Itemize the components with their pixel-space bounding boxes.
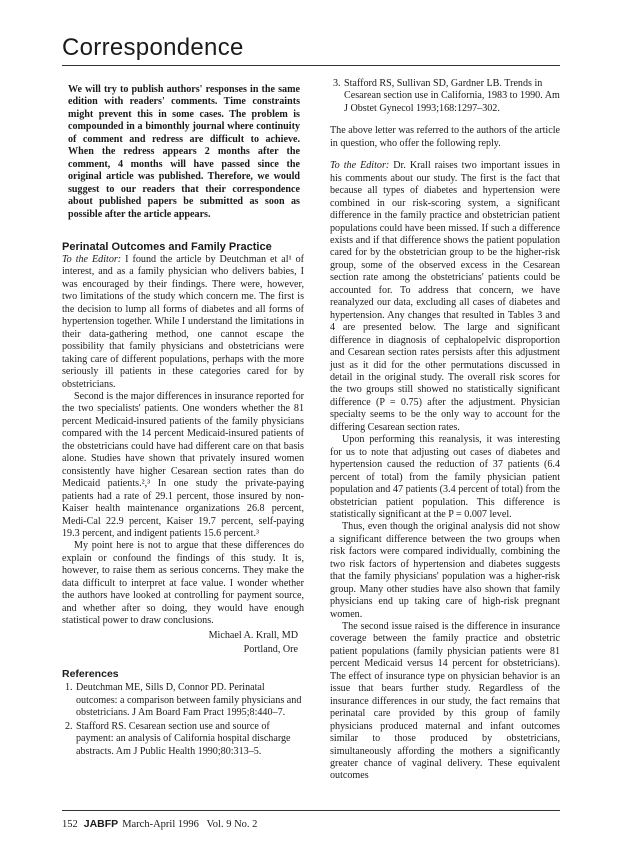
reference-item: 1. Deutchman ME, Sills D, Connor PD. Perinatal outcomes: a comparison between family physicians and obstetricians. J Am Board Fam Pract 1995;8:440–7.	[65, 682, 302, 719]
references-heading: References	[62, 668, 119, 681]
letter-salutation: To the Editor:	[62, 253, 122, 265]
editor-note: We will try to publish authors' responses in the same edition with readers' comments. Time constraints might prevent this in some cases. The problem is compounded in a bimonthly journal where continuity of comment and redress are difficult to achieve. When the redress appears 2 months after the comment, 4 months will have passed since the original article was published. Therefore, we would suggest to our readers that their correspondence about published papers be submitted as soon as possible after the article appears.	[68, 84, 300, 220]
reference-item: 2. Stafford RS. Cesarean section use and source of payment: an analysis of California hospital discharge abstracts. Am J Public Health 1990;80:313–5.	[65, 720, 291, 757]
right-column	[330, 78, 560, 783]
header-divider	[62, 65, 560, 66]
references-list	[62, 682, 304, 758]
references-list-continued	[330, 78, 560, 115]
signature-name: Michael A. Krall, MD	[208, 629, 298, 641]
signature-place: Portland, Ore	[243, 644, 298, 656]
letter-heading: Perinatal Outcomes and Family Practice	[62, 240, 272, 253]
journal-name: JABFP	[83, 818, 119, 830]
referral-note: The above letter was referred to the authors of the article in question, who offer the following reply.	[330, 125, 560, 149]
page-number: 152	[62, 819, 78, 830]
reply-paragraph-1	[330, 160, 560, 434]
issue-info: March-April 1996 Vol. 9 No. 2	[122, 819, 258, 830]
page-title: Correspondence	[62, 34, 244, 61]
reply-salutation: To the Editor:	[330, 160, 390, 172]
letter-paragraph-1	[62, 254, 304, 391]
letter-paragraph-3: My point here is not to argue that these differences do explain or confound the findings of this study. It is, however, to raise them as serious concerns. They make the data difficult to interpret at face value. I wonder whether the authors have looked at controlling for payment source, and whether after so doing, they would have enough statistical power to draw conclusions.	[62, 540, 304, 627]
left-column	[62, 78, 304, 759]
reference-item: 3. Stafford RS, Sullivan SD, Gardner LB. Trends in Cesarean section use in California, 1983 to 1990. Am J Obstet Gynecol 1993;168:1297–302.	[333, 78, 560, 114]
letter-paragraph-1-text: I found the article by Deutchman et al¹ of interest, and as a family physician who delivers babies, I was encouraged by their findings. There were, however, two limitations of the study which concern me. The first is the decision to lump all forms of diabetes and all forms of hypertension together. While I understand the limitations in their data-gathering method, one cannot escape the possibility that family physicians and obstetricians were taking care of different populations, perhaps with the more seriously ill patients in these categories cared for by obstetricians.	[62, 253, 304, 390]
reply-paragraph-2: Upon performing this reanalysis, it was interesting for us to note that adjusting out cases of diabetes and hypertension caused the reduction of 37 patients (6.4 percent of total) from the family physician patient population and 47 patients (3.4 percent of total) from the obstetrician patient population. This difference is statistically significant at the P = 0.007 level.	[330, 434, 560, 520]
reply-paragraph-4: The second issue raised is the difference in insurance coverage between the family practice and obstetric patient populations (family physician patients were 81 percent Medicaid versus 14 percent for obstetricians). The effect of insurance type on physician behavior is an issue that bears further study. Regardless of the insurance differences in our study, the fact remains that perinatal care provided by this group of family physicians produced maternal and infant outcomes similar to those produced by obstetricians, simultaneously affording the mothers a significantly greater chance of vaginal delivery. These equivalent outcomes	[330, 621, 560, 782]
reply-paragraph-1-text: Dr. Krall raises two important issues in his comments about our study. The first is the fact that because all types of diabetes and hypertension were combined in our risk-scoring system, a significant difference in the family practice and obstetrician patient populations could have been missed. If such a difference exists and if that difference shows the patient population cared for by the obstetrician group to be the higher-risk group, some of the observed excess in the Cesarean section rate among the obstetricians' patients could be accounted for. To address that concern, we have reanalyzed our data, excluding all cases of diabetes and hypertension. Any changes that resulted in Tables 3 and 4 are presented below. The large and significant difference in diagnosis of cephalopelvic disproportion and Cesarean section rates persists after this adjustment just as it did for the other permutations discussed in detail in the original study. The overall risk scores for the two groups still showed no statistically significant difference (P = 0.75) after the adjustment. Physician specialty seems to be the only way to account for the differing Cesarean section rates.	[330, 160, 560, 433]
footer-divider	[62, 810, 560, 811]
page-footer	[62, 818, 257, 830]
reply-paragraph-3: Thus, even though the original analysis did not show a significant difference between the two groups when risk factors were compared individually, combining the two risk factors of hypertension and diabetes suggests that the family physicians' population was a higher-risk group. Many other studies have also shown that family physicians end up taking care of high-risk pregnant women.	[330, 521, 560, 620]
letter-paragraph-2: Second is the major differences in insurance reported for the two specialists' patients. One wonders whether the 81 percent Medicaid-insured patients of the family physicians compared with the 14 percent Medicaid-insured patients of the obstetricians could have had different care on that basis alone. Studies have shown that privately insured women consistently have higher Cesarean section rates than do Medicaid patients.²,³ In one study the private-paying patients had a rate of 29.1 percent, those insured by non-Kaiser health maintenance organizations 26.8 percent, Medi-Cal 22.9 percent, Kaiser 19.7 percent, self-paying 19.3 percent, and indigent patients 15.6 percent.³	[62, 390, 304, 539]
